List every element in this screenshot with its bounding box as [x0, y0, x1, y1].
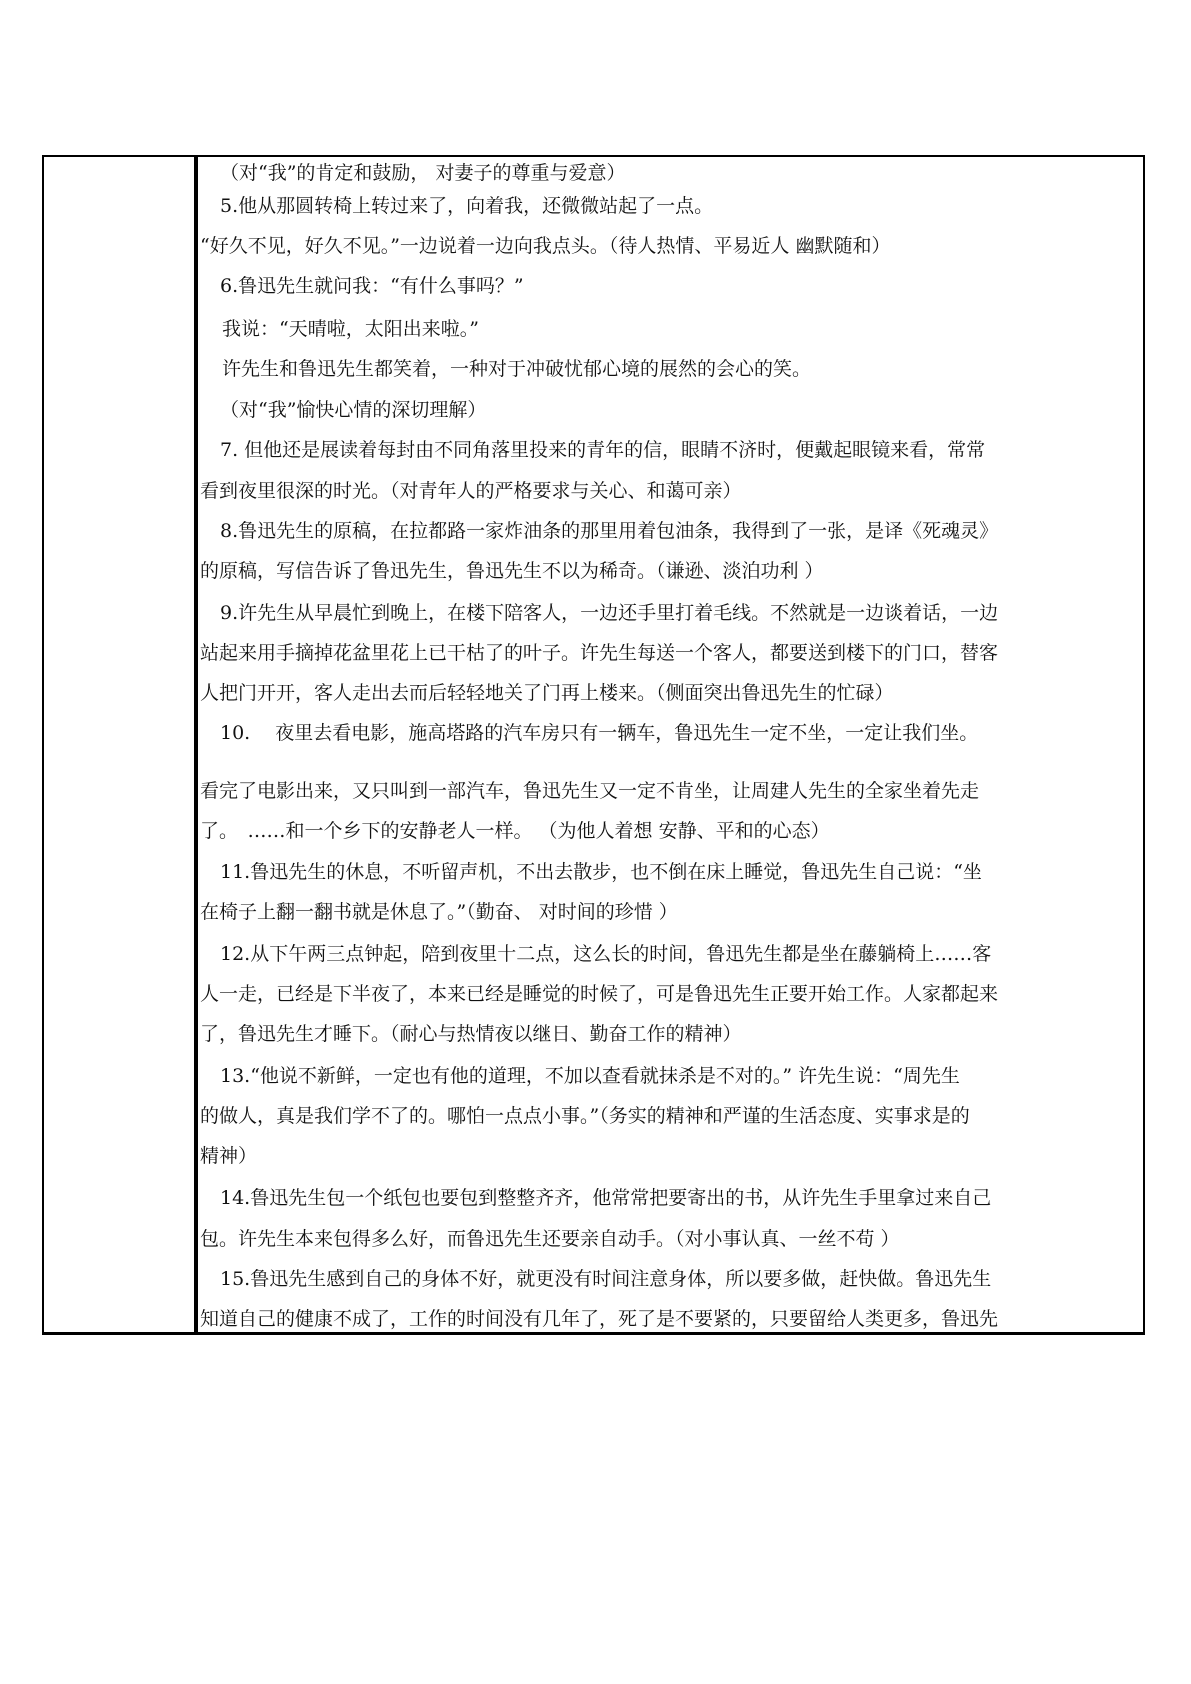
text-line: 的原稿，写信告诉了鲁迅先生，鲁迅先生不以为稀奇。（谦逊、淡泊功利 ）: [200, 560, 824, 582]
text-line: 站起来用手摘掉花盆里花上已干枯了的叶子。许先生每送一个客人，都要送到楼下的门口，替客: [200, 642, 999, 664]
text-line: 知道自己的健康不成了，工作的时间没有几年了，死了是不要紧的，只要留给人类更多，鲁迅先: [200, 1308, 999, 1330]
text-line: 人一走，已经是下半夜了，本来已经是睡觉的时候了，可是鲁迅先生正要开始工作。人家都起来: [200, 983, 999, 1005]
text-line: 7. 但他还是展读着每封由不同角落里投来的青年的信，眼睛不济时，便戴起眼镜来看，常常: [220, 439, 986, 461]
text-line: 看到夜里很深的时光。（对青年人的严格要求与关心、和蔼可亲）: [200, 480, 742, 502]
text-line: 看完了电影出来，又只叫到一部汽车，鲁迅先生又一定不肯坐，让周建人先生的全家坐着先走: [200, 780, 980, 802]
text-line: 15.鲁迅先生感到自己的身体不好，就更没有时间注意身体，所以要多做，赶快做。鲁迅先生: [220, 1268, 992, 1290]
text-line: 许先生和鲁迅先生都笑着，一种对于冲破忧郁心境的展然的会心的笑。: [222, 358, 812, 380]
text-line: 5.他从那圆转椅上转过来了，向着我，还微微站起了一点。: [220, 195, 714, 217]
text-line: 了，鲁迅先生才睡下。（耐心与热情夜以继日、勤奋工作的精神）: [200, 1023, 742, 1045]
text-line: “好久不见，好久不见。”一边说着一边向我点头。（待人热情、平易近人 幽默随和）: [200, 235, 891, 257]
text-line: （对“我”愉快心情的深切理解）: [220, 399, 487, 421]
column-divider: [194, 157, 198, 1332]
text-line: 10. 夜里去看电影，施高塔路的汽车房只有一辆车，鲁迅先生一定不坐，一定让我们坐。: [220, 722, 979, 744]
text-line: 的做人，真是我们学不了的。哪怕一点点小事。”（务实的精神和严谨的生活态度、实事求是的: [200, 1105, 970, 1127]
text-line: 包。许先生本来包得多么好，而鲁迅先生还要亲自动手。（对小事认真、一丝不苟 ）: [200, 1228, 900, 1250]
text-line: 6.鲁迅先生就问我：“有什么事吗？”: [220, 275, 524, 297]
table-content-cell: [200, 155, 1135, 1330]
text-line: 9.许先生从早晨忙到晚上，在楼下陪客人，一边还手里打着毛线。不然就是一边谈着话，一边: [220, 602, 999, 624]
text-line: 了。 ……和一个乡下的安静老人一样。 （为他人着想 安静、平和的心态）: [200, 820, 830, 842]
text-line: 精神）: [200, 1145, 258, 1167]
text-line: 12.从下午两三点钟起，陪到夜里十二点，这么长的时间，鲁迅先生都是坐在藤躺椅上……客: [220, 943, 992, 965]
text-line: 11.鲁迅先生的休息，不听留声机，不出去散步，也不倒在床上睡觉，鲁迅先生自己说：“坐: [220, 861, 982, 883]
text-line: （对“我”的肯定和鼓励， 对妻子的尊重与爱意）: [220, 162, 626, 184]
text-line: 人把门开开，客人走出去而后轻轻地关了门再上楼来。（侧面突出鲁迅先生的忙碌）: [200, 682, 894, 704]
text-line: 8.鲁迅先生的原稿，在拉都路一家炸油条的那里用着包油条，我得到了一张，是译《死魂灵》: [220, 520, 999, 542]
text-line: 14.鲁迅先生包一个纸包也要包到整整齐齐，他常常把要寄出的书，从许先生手里拿过来自己: [220, 1187, 992, 1209]
text-line: 我说：“天晴啦，太阳出来啦。”: [222, 318, 479, 340]
text-line: 在椅子上翻一翻书就是休息了。”（勤奋、 对时间的珍惜 ）: [200, 901, 678, 923]
text-line: 13.“他说不新鲜，一定也有他的道理，不加以查看就抹杀是不对的。” 许先生说：“周先生: [220, 1065, 960, 1087]
